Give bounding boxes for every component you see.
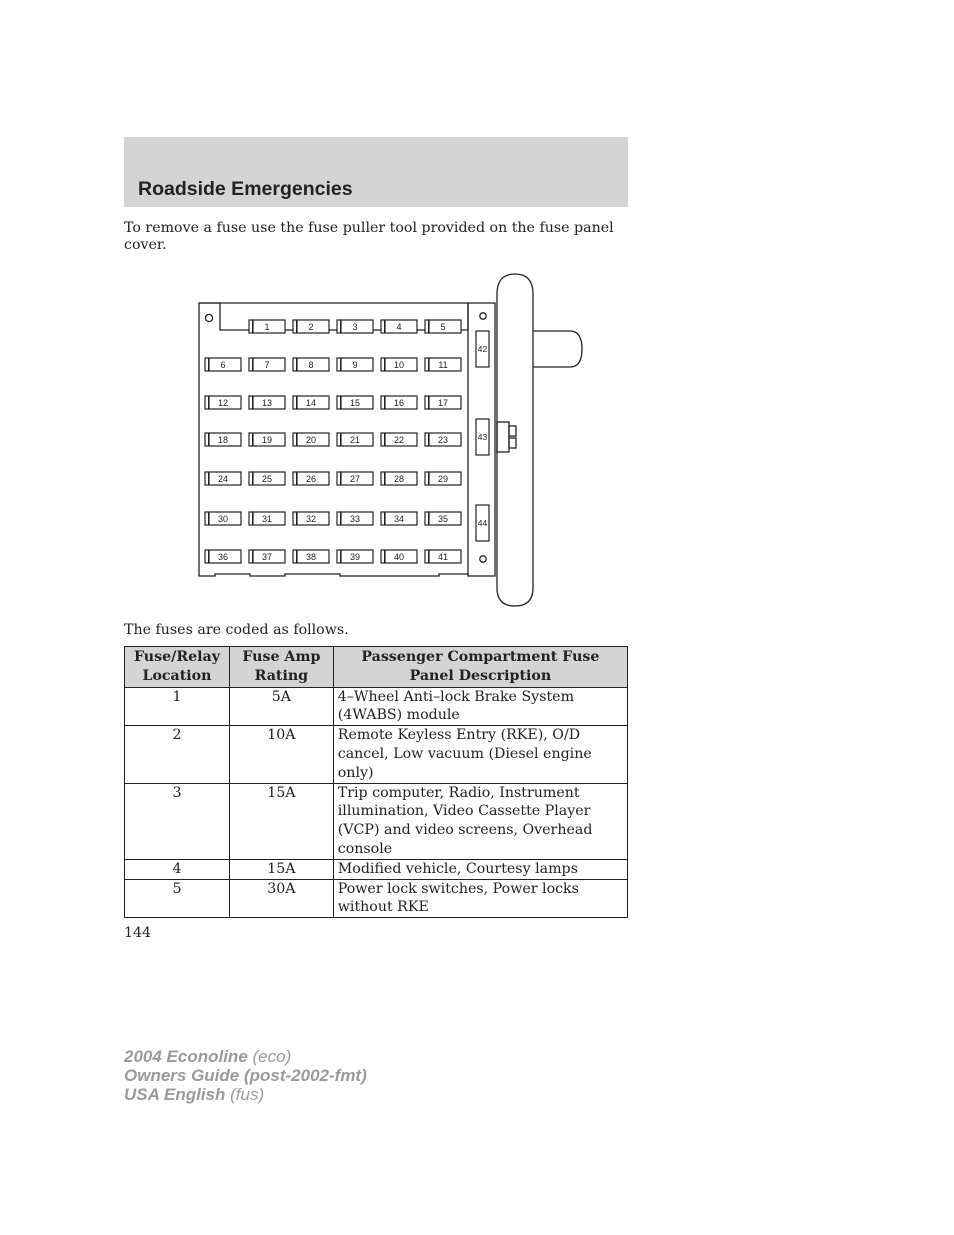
cell-location: 1 (125, 687, 230, 726)
fuse-slot-2 (293, 320, 329, 333)
puller-clip-upper (509, 426, 516, 436)
mount-hole-right-bottom (480, 556, 486, 562)
fuse-label: 23 (437, 435, 449, 445)
fuse-label: 27 (349, 474, 361, 484)
footer-line-1 (124, 1047, 367, 1066)
fuse-label: 38 (305, 552, 317, 562)
page-number: 144 (124, 925, 152, 941)
fuse-label: 18 (217, 435, 229, 445)
cell-description: Modified vehicle, Courtesy lamps (333, 859, 627, 879)
fuse-label: 31 (261, 514, 273, 524)
fuse-slot-terminal (428, 320, 430, 333)
table-row (125, 687, 628, 726)
table-row (125, 726, 628, 783)
footer-model: 2004 Econoline (124, 1047, 248, 1066)
fuse-label: 19 (261, 435, 273, 445)
fuse-slot-9 (337, 358, 373, 371)
fuse-slot-21 (337, 433, 373, 446)
fuse-slot-terminal (340, 396, 342, 409)
fuse-slot-24 (205, 472, 241, 485)
fuse-label: 30 (217, 514, 229, 524)
fuse-label: 17 (437, 398, 449, 408)
fuse-label: 2 (308, 322, 314, 332)
fuse-slot-terminal (428, 512, 430, 525)
fuse-slot-terminal (208, 433, 210, 446)
fuse-label: 10 (393, 360, 405, 370)
fuse-slot-27 (337, 472, 373, 485)
fuse-slot-terminal (296, 550, 298, 563)
header-amp: Fuse Amp Rating (229, 647, 333, 688)
fuse-label: 24 (217, 474, 229, 484)
fuse-slot-6 (205, 358, 241, 371)
fuse-slot-terminal (252, 358, 254, 371)
fuse-label: 11 (438, 360, 448, 370)
header-description: Passenger Compartment Fuse Panel Description (333, 647, 627, 688)
fuse-slot-terminal (340, 433, 342, 446)
fuse-slot-4 (381, 320, 417, 333)
fuse-slot-31 (249, 512, 285, 525)
fuse-label: 15 (349, 398, 361, 408)
fuse-slot-18 (205, 433, 241, 446)
table-row (125, 859, 628, 879)
puller-handle (497, 274, 533, 606)
fuse-label: 39 (349, 552, 361, 562)
document-footer (124, 1047, 367, 1104)
fuse-slot-13 (249, 396, 285, 409)
header-location: Fuse/Relay Location (125, 647, 230, 688)
fuse-label: 20 (305, 435, 317, 445)
footer-line-3 (124, 1085, 367, 1104)
cell-amp: 15A (229, 859, 333, 879)
fuse-slot-terminal (384, 396, 386, 409)
cell-description: Remote Keyless Entry (RKE), O/D cancel, Low vacuum (Diesel engine only) (333, 726, 627, 783)
fuse-slot-terminal (208, 472, 210, 485)
fuse-label: 13 (261, 398, 273, 408)
fuse-slot-19 (249, 433, 285, 446)
cell-description: 4–Wheel Anti–lock Brake System (4WABS) module (333, 687, 627, 726)
fuse-label: 36 (217, 552, 229, 562)
fuse-slot-36 (205, 550, 241, 563)
fuse-slot-terminal (252, 472, 254, 485)
fuse-slot-38 (293, 550, 329, 563)
fuse-label: 7 (264, 360, 270, 370)
fuse-slot-22 (381, 433, 417, 446)
footer-model-code: (eco) (252, 1047, 292, 1066)
fuse-label: 21 (349, 435, 361, 445)
fuse-slot-terminal (384, 472, 386, 485)
fuse-slot-8 (293, 358, 329, 371)
fuse-slot-terminal (340, 512, 342, 525)
fuse-slot-1 (249, 320, 285, 333)
fuse-slot-terminal (252, 433, 254, 446)
fuse-slot-terminal (208, 550, 210, 563)
fuse-slot-terminal (384, 320, 386, 333)
fuse-slot-40 (381, 550, 417, 563)
puller-tab (533, 331, 582, 367)
mount-hole-right-top (480, 313, 486, 319)
fuse-label: 35 (437, 514, 449, 524)
fuse-slot-terminal (252, 396, 254, 409)
relay-label: 42 (477, 344, 488, 354)
fuse-slot-32 (293, 512, 329, 525)
fuse-label: 29 (437, 474, 449, 484)
fuse-slot-3 (337, 320, 373, 333)
fuse-slot-35 (425, 512, 461, 525)
fuse-slot-34 (381, 512, 417, 525)
fuse-slot-terminal (384, 512, 386, 525)
fuse-slot-33 (337, 512, 373, 525)
footer-language-code: (fus) (230, 1085, 265, 1104)
fuse-slot-terminal (340, 550, 342, 563)
fuse-panel-diagram (190, 270, 590, 610)
cell-amp: 30A (229, 879, 333, 918)
fuse-slot-23 (425, 433, 461, 446)
table-row (125, 879, 628, 918)
fuse-slot-terminal (340, 472, 342, 485)
fuse-slot-39 (337, 550, 373, 563)
fuse-label: 32 (305, 514, 317, 524)
cell-amp: 10A (229, 726, 333, 783)
fuse-slot-28 (381, 472, 417, 485)
fuse-label: 41 (437, 552, 449, 562)
fuse-slot-terminal (208, 358, 210, 371)
fuse-slot-terminal (428, 433, 430, 446)
fuse-slot-terminal (340, 358, 342, 371)
fuse-slot-11 (425, 358, 461, 371)
relay-slot-43 (476, 419, 489, 455)
fuse-slot-terminal (252, 320, 254, 333)
fuse-slot-terminal (384, 358, 386, 371)
fuse-slot-terminal (208, 512, 210, 525)
fuse-slot-terminal (252, 550, 254, 563)
fuse-slot-terminal (296, 320, 298, 333)
section-title: Roadside Emergencies (138, 178, 353, 200)
fuse-slot-terminal (208, 396, 210, 409)
table-row (125, 783, 628, 859)
relay-label: 44 (477, 518, 488, 528)
fuse-slot-14 (293, 396, 329, 409)
coded-intro: The fuses are coded as follows. (124, 622, 349, 638)
fuse-slot-41 (425, 550, 461, 563)
fuse-slot-terminal (340, 320, 342, 333)
section-header-band (124, 137, 628, 207)
fuse-label: 6 (220, 360, 226, 370)
fuse-slot-terminal (296, 433, 298, 446)
fuse-label: 25 (261, 474, 273, 484)
fuse-slot-terminal (296, 396, 298, 409)
table-header-row (125, 647, 628, 688)
fuse-slot-25 (249, 472, 285, 485)
fuse-panel-svg (190, 270, 590, 610)
fuse-slot-7 (249, 358, 285, 371)
fuse-slot-17 (425, 396, 461, 409)
fuse-label: 8 (308, 360, 314, 370)
footer-language: USA English (124, 1085, 226, 1104)
fuse-slot-terminal (428, 472, 430, 485)
fuse-label: 33 (349, 514, 361, 524)
intro-paragraph: To remove a fuse use the fuse puller tool provided on the fuse panel cover. (124, 220, 614, 253)
puller-clip-lower (509, 438, 516, 448)
footer-guide: Owners Guide (post-2002-fmt) (124, 1066, 367, 1085)
fuse-slot-5 (425, 320, 461, 333)
fuse-label: 22 (393, 435, 405, 445)
fuse-slot-16 (381, 396, 417, 409)
fuse-label: 28 (393, 474, 405, 484)
fuse-label: 4 (396, 322, 402, 332)
cell-location: 5 (125, 879, 230, 918)
fuse-label: 9 (352, 360, 358, 370)
fuse-label: 5 (440, 322, 446, 332)
fuse-slot-10 (381, 358, 417, 371)
fuse-slot-terminal (384, 433, 386, 446)
relay-slot-42 (476, 331, 489, 367)
fuse-slot-terminal (428, 358, 430, 371)
fuse-slot-terminal (428, 550, 430, 563)
fuse-label: 12 (217, 398, 229, 408)
fuse-slot-terminal (384, 550, 386, 563)
fuse-slot-29 (425, 472, 461, 485)
fuse-label: 37 (261, 552, 273, 562)
cell-location: 2 (125, 726, 230, 783)
relay-label: 43 (477, 432, 488, 442)
relay-slot-44 (476, 505, 489, 541)
fuse-label: 14 (305, 398, 317, 408)
fuse-label: 26 (305, 474, 317, 484)
mount-hole-left (205, 314, 212, 321)
cell-description: Power lock switches, Power locks without RKE (333, 879, 627, 918)
fuse-table (124, 646, 628, 918)
footer-line-2 (124, 1066, 367, 1085)
fuse-slot-terminal (252, 512, 254, 525)
fuse-slot-terminal (428, 396, 430, 409)
fuse-slot-12 (205, 396, 241, 409)
fuse-slot-terminal (296, 472, 298, 485)
fuse-slot-terminal (296, 358, 298, 371)
fuse-label: 16 (393, 398, 405, 408)
fuse-slot-30 (205, 512, 241, 525)
puller-clip (497, 422, 509, 452)
fuse-slot-15 (337, 396, 373, 409)
fuse-slot-terminal (296, 512, 298, 525)
fuse-label: 1 (264, 322, 270, 332)
fuse-label: 40 (393, 552, 405, 562)
fuse-label: 3 (352, 322, 358, 332)
fuse-label: 34 (393, 514, 405, 524)
cell-amp: 5A (229, 687, 333, 726)
fuse-slot-26 (293, 472, 329, 485)
cell-amp: 15A (229, 783, 333, 859)
cell-description: Trip computer, Radio, Instrument illumination, Video Cassette Player (VCP) and video screens, Overhead console (333, 783, 627, 859)
fuse-slot-20 (293, 433, 329, 446)
cell-location: 3 (125, 783, 230, 859)
cell-location: 4 (125, 859, 230, 879)
fuse-slot-37 (249, 550, 285, 563)
